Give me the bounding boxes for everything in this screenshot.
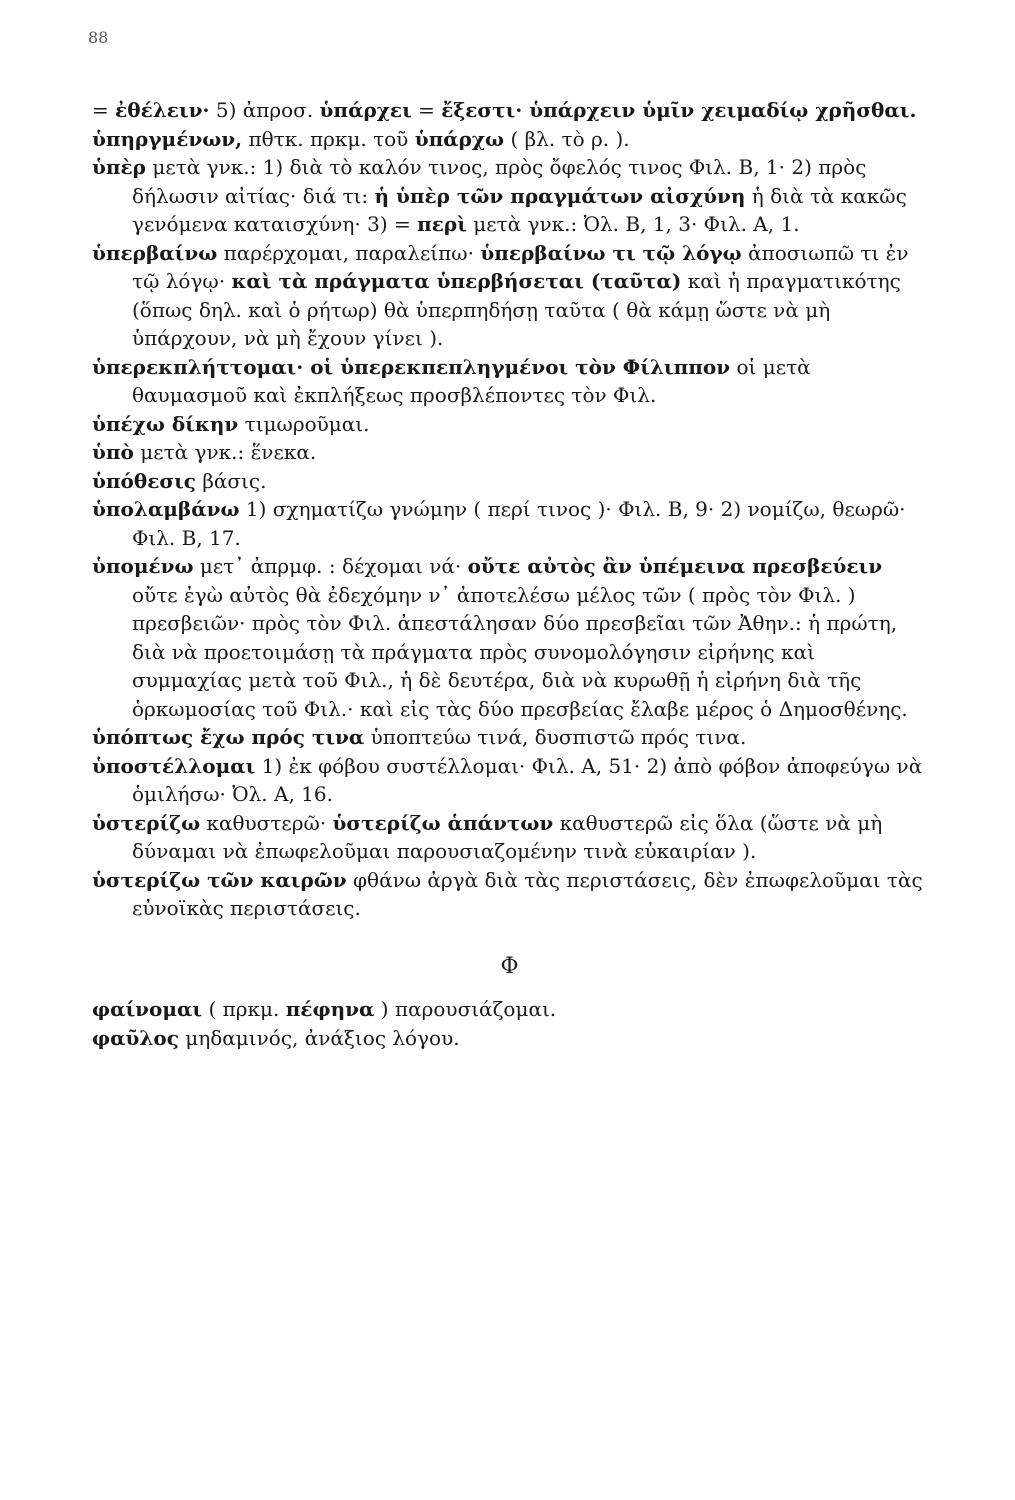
dictionary-entry xyxy=(92,353,927,410)
bold-term: ὑπερβαίνω τι τῷ λόγῳ xyxy=(480,240,742,265)
bold-term: ὑπάρχω xyxy=(414,126,505,151)
bold-term: ἐθέλειν· xyxy=(115,98,210,122)
dictionary-entry xyxy=(92,752,927,809)
bold-term: ὑστερίζω τῶν καιρῶν xyxy=(92,867,347,892)
entry-text: = xyxy=(411,98,442,122)
entry-text: βάσις. xyxy=(195,468,267,493)
entry-text: μετὰ γνκ.: Ὀλ. Β, 1, 3· Φιλ. Α, 1. xyxy=(466,212,800,236)
bold-term: ὑπάρχει xyxy=(319,98,412,122)
dictionary-entry xyxy=(92,125,927,154)
entry-text: οἱ μετὰ θαυμασμοῦ καὶ ἐκπλήξεως προσβλέποντες τὸν Φιλ. xyxy=(132,354,811,407)
dictionary-entry xyxy=(92,866,927,923)
bold-term: ὑπὸ xyxy=(92,440,134,464)
dictionary-entry xyxy=(92,239,927,353)
bold-term: ὑπερβαίνω xyxy=(92,240,218,265)
dictionary-entry xyxy=(92,438,927,467)
bold-term: ὑπολαμβάνω xyxy=(92,497,240,521)
entry-list xyxy=(92,96,927,1052)
dictionary-entry xyxy=(92,995,927,1024)
bold-term: ὑπομένω xyxy=(92,554,194,578)
bold-term: ὑπόπτως ἔχω πρός τινα xyxy=(92,725,365,749)
bold-term: καὶ τὰ πράγματα ὑπερβήσεται (ταῦτα) xyxy=(231,269,682,293)
entry-text: ) παρουσιάζομαι. xyxy=(374,997,557,1021)
entry-text: 1) σχηματίζω γνώμην ( περί τινος )· Φιλ. Β, 9· 2) νομίζω, θεωρῶ· Φιλ. Β, 17. xyxy=(132,497,906,550)
bold-term: φαῦλος xyxy=(92,1025,179,1050)
entry-text: ὑποπτεύω τινά, δυσπιστῶ πρός τινα. xyxy=(364,725,747,749)
section-letter: Φ xyxy=(500,953,519,979)
entry-text: οὔτε ἐγὼ αὐτὸς θὰ ἐδεχόμην ν᾽ ἀποτελέσω μέλος τῶν ( πρὸς τὸν Φιλ. ) πρεσβειῶν· πρὸς τὸν Φιλ. ἀπεστάλησαν δύο πρεσβεῖαι τῶν Ἀθην.: ἡ πρώτη, διὰ νὰ προετοιμάσῃ τὰ πράγματα πρὸς συνομολόγησιν εἰρήνης καὶ συμμαχίας μετὰ τοῦ Φιλ., ἡ δὲ δευτέρα, διὰ νὰ κυρωθῇ ἡ εἰρήνη διὰ τῆς ὁρκωμοσίας τοῦ Φιλ.· καὶ εἰς τὰς δύο πρεσβείας ἔλαβε μέρος ὁ Δημοσθένης. xyxy=(132,582,908,721)
entry-text: φθάνω ἀργὰ διὰ τὰς περιστάσεις, δὲν ἐπωφελοῦμαι τὰς εὐνοϊκὰς περιστάσεις. xyxy=(132,867,923,920)
bold-term: οὔτε αὐτὸς ἂν ὑπέμεινα πρεσβεύειν xyxy=(467,554,883,578)
entry-text: 1) ἐκ φόβου συστέλλομαι· Φιλ. Α, 51· 2) ἀπὸ φόβον ἀποφεύγω νὰ ὁμιλήσω· Ὀλ. Α, 16. xyxy=(132,753,923,806)
entry-text: μηδαμινός, ἀνάξιος λόγου. xyxy=(178,1025,460,1050)
dictionary-entry xyxy=(92,552,927,723)
bold-term: ὑπὲρ xyxy=(92,155,146,179)
entry-text: καθυστερῶ· xyxy=(200,810,333,835)
entry-text: καὶ ἡ πραγματικότης (ὅπως δηλ. καὶ ὁ ρήτωρ) θὰ ὑπερπηδήσῃ ταῦτα ( θὰ κάμῃ ὥστε νὰ μὴ ὑπάρχουν, νὰ μὴ ἔχουν γίνει ). xyxy=(132,269,901,350)
entry-text: ἀποσιωπῶ τι ἐν τῷ λόγῳ· xyxy=(132,240,909,293)
bold-term: ὑπόθεσις xyxy=(92,468,196,493)
bold-term: πέφηνα xyxy=(285,997,375,1021)
bold-term: περὶ xyxy=(417,212,467,236)
bold-term: ὑπηργμένων, xyxy=(92,126,243,151)
entry-text: ( πρκμ. xyxy=(202,997,286,1021)
entry-text: ( βλ. τὸ ρ. ). xyxy=(504,126,630,151)
bold-term: ὑπερεκπλήττομαι· οἱ ὑπερεκπεπληγμένοι τὸν Φίλιππον xyxy=(92,354,731,379)
bold-term: ὑπέχω δίκην xyxy=(92,411,239,436)
bold-term: ὑποστέλλομαι xyxy=(92,753,256,778)
page-number: 88 xyxy=(88,28,109,47)
dictionary-entry xyxy=(92,1024,927,1053)
dictionary-entry xyxy=(92,153,927,239)
bold-term: ὑστερίζω ἁπάντων xyxy=(332,810,554,835)
entry-text: μετὰ γνκ.: ἕνεκα. xyxy=(133,440,317,464)
dictionary-entry xyxy=(92,96,927,125)
dictionary-entry xyxy=(92,723,927,752)
bold-term: ὑστερίζω xyxy=(92,810,201,835)
dictionary-entry xyxy=(92,410,927,439)
entry-text: ἡ διὰ τὰ κακῶς γενόμενα καταισχύνη· 3) = xyxy=(132,183,907,236)
entry-text: τιμωροῦμαι. xyxy=(238,411,370,436)
entry-text: πθτκ. πρκμ. τοῦ xyxy=(242,126,415,151)
bold-term: φαίνομαι xyxy=(92,997,203,1021)
dictionary-entry xyxy=(92,809,927,866)
entry-text: 5) ἀπροσ. xyxy=(209,98,320,122)
entry-text: καθυστερῶ εἰς ὅλα (ὥστε νὰ μὴ δύναμαι νὰ ἐπωφελοῦμαι παρουσιαζομένην τινὰ εὐκαιρίαν ). xyxy=(132,810,883,863)
entry-text: μετὰ γνκ.: 1) διὰ τὸ καλόν τινος, πρὸς ὄφελός τινος Φιλ. Β, 1· 2) πρὸς δήλωσιν αἰτίας· διά τι: xyxy=(132,155,867,208)
dictionary-entry xyxy=(92,495,927,552)
bold-term: ἔξεστι· ὑπάρχειν ὑμῖν χειμαδίῳ χρῆσθαι. xyxy=(441,98,917,122)
entry-text: παρέρχομαι, παραλείπω· xyxy=(217,240,481,265)
entry-text: = xyxy=(92,98,116,122)
bold-term: ἡ ὑπὲρ τῶν πραγμάτων αἰσχύνη xyxy=(374,183,746,208)
entry-text: μετ᾽ ἀπρμφ. : δέχομαι νά· xyxy=(193,554,468,578)
dictionary-entry xyxy=(92,467,927,496)
